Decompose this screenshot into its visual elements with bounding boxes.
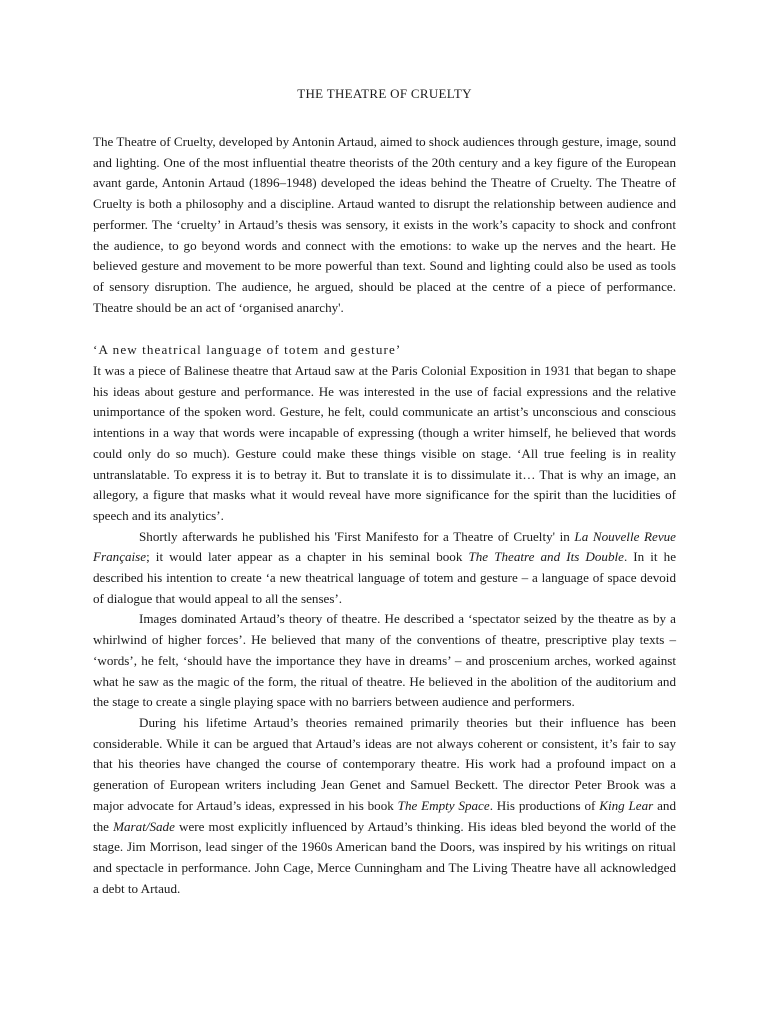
italic-title-king-lear: King Lear bbox=[599, 797, 654, 813]
italic-title-nouvelle-revue: La Nouvelle Revue Française bbox=[93, 528, 676, 565]
text-run: and the bbox=[93, 797, 677, 834]
italic-title-empty-space: The Empty Space bbox=[397, 797, 490, 813]
paragraph-influence bbox=[93, 713, 676, 899]
paragraph-balinese: It was a piece of Balinese theatre that Artaud saw at the Paris Colonial Exposition in 1931 that began to shape his ideas about gesture and performance. He was interested in the use of facial expressions and the relative unimportance of the spoken word. Gesture, he felt, could communicate an artist’s unconscious and conscious intentions in a way that words were incapable of expressing (though a writer himself, he believed that words could only do so much). Gesture could make these things visible on stage. ‘All true feeling is in reality untranslatable. To express it is to betray it. But to translate it is to dissimulate it… That is why an image, an allegory, a figure that masks what it would reveal have more significance for the spirit than the lucidities of speech and its analytics’. bbox=[93, 363, 676, 523]
text-run: were most explicitly influenced by Artaud’s thinking. His ideas bled beyond the world of the stage. Jim Morrison, lead singer of the 1960s American band the Doors, was inspired by his writings on ritual and spectacle in performance. John Cage, Merce Cunningham and The Living Theatre have all acknowledged a debt to Artaud. bbox=[93, 818, 676, 896]
paragraph-intro: The Theatre of Cruelty, developed by Antonin Artaud, aimed to shock audiences through gesture, image, sound and lighting. One of the most influential theatre theorists of the 20th century and a key figure of the European avant garde, Antonin Artaud (1896–1948) developed the ideas behind the Theatre of Cruelty. The Theatre of Cruelty is both a philosophy and a discipline. Artaud wanted to disrupt the relationship between audience and performer. The ‘cruelty’ in Artaud’s thesis was sensory, it exists in the work’s capacity to shock and confront the audience, to go beyond words and connect with the emotions: to wake up the nerves and the heart. He believed gesture and movement to be more powerful than text. Sound and lighting could also be used as tools of sensory disruption. The audience, he argued, should be placed at the centre of a piece of performance. Theatre should be an act of ‘organised anarchy'. bbox=[93, 134, 676, 315]
paragraph-gap bbox=[93, 318, 676, 340]
paragraph-manifesto bbox=[93, 527, 676, 610]
section-subheading: ‘A new theatrical language of totem and gesture’ bbox=[93, 342, 402, 358]
text-run: . In it he described his intention to create ‘a new theatrical language of totem and gesture – a language of space devoid of dialogue that would appeal to all the senses’. bbox=[93, 549, 677, 606]
text-run: Shortly afterwards he published his 'First Manifesto for a Theatre of Cruelty' in bbox=[139, 528, 575, 544]
italic-title-theatre-double: The Theatre and Its Double bbox=[468, 549, 624, 565]
paragraph-images: Images dominated Artaud’s theory of theatre. He described a ‘spectator seized by the theatre as by a whirlwind of higher forces’. He believed that many of the conventions of theatre, prescriptive play texts – ‘words’, he felt, ‘should have the importance they have in dreams’ – and proscenium arches, worked against what he saw as the magic of the form, the ritual of theatre. He believed in the abolition of the auditorium and the stage to create a single playing space with no barriers between audience and performers. bbox=[93, 611, 676, 710]
page-title: THE THEATRE OF CRUELTY bbox=[297, 86, 472, 101]
text-run: During his lifetime Artaud’s theories remained primarily theories but their influence has been considerable. While it can be argued that Artaud’s ideas are not always coherent or consistent, it’s fair to say that his theories have changed the course of contemporary theatre. His work had a profound impact on a generation of European writers including Jean Genet and Samuel Beckett. The director Peter Brook was a major advocate for Artaud’s ideas, expressed in his book bbox=[93, 714, 676, 813]
text-run: . His productions of bbox=[489, 797, 600, 813]
text-run: ; it would later appear as a chapter in his seminal book bbox=[146, 549, 469, 565]
italic-title-marat-sade: Marat/Sade bbox=[113, 818, 175, 834]
